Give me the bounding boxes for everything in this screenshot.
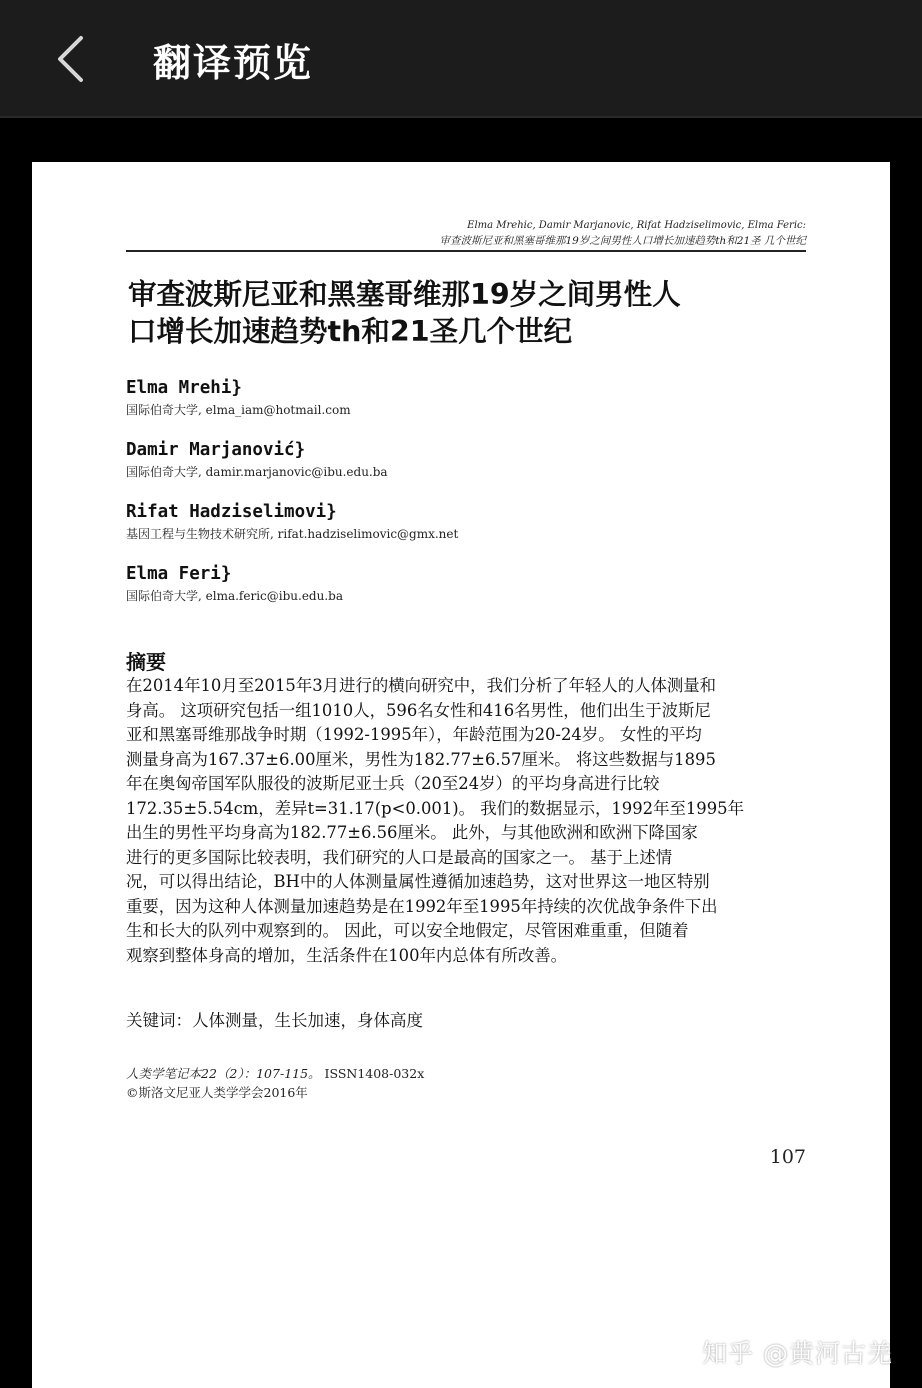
author (126, 376, 806, 420)
abstract-line: 亚和黑塞哥维那战争时期（1992-1995年），年龄范围为20-24岁。 女性的平均 (126, 725, 702, 744)
document-viewer[interactable] (0, 120, 922, 1388)
abstract-line: 出生的男性平均身高为182.77±6.56厘米。 此外，与其他欧洲和欧洲下降国家 (126, 823, 698, 842)
abstract-heading: 摘要 (126, 650, 166, 674)
citation-line (126, 1064, 424, 1083)
header-rule (126, 250, 806, 252)
chevron-left-icon (55, 35, 85, 83)
author-name: Damir Marjanović} (126, 440, 306, 460)
running-head-title: 审查波斯尼亚和黑塞哥维那19岁之间男性人口增长加速趋势th和21圣 几个世纪 (439, 235, 806, 247)
abstract-line: 观察到整体身高的增加，生活条件在100年内总体有所改善。 (126, 945, 568, 965)
author-name: Elma Feri} (126, 564, 232, 584)
abstract-body (126, 674, 811, 968)
paper-title (128, 276, 788, 350)
running-head (439, 220, 806, 248)
translated-page (32, 162, 890, 1388)
watermark: 知乎 @黄河古羌 (702, 1339, 893, 1368)
citation-issn: ISSN1408-032x (320, 1066, 425, 1081)
author-name: Elma Mrehi} (126, 378, 242, 398)
abstract-line: 身高。 这项研究包括一组1010人，596名女性和416名男性，他们出生于波斯尼 (126, 700, 711, 720)
abstract-line: 进行的更多国际比较表明，我们研究的人口是最高的国家之一。 基于上述情 (126, 847, 673, 867)
citation-block (126, 1064, 424, 1102)
page-number: 107 (769, 1146, 806, 1168)
citation-journal: 人类学笔记本22（2）：107-115。 (126, 1066, 321, 1081)
abstract-line: 测量身高为167.37±6.00厘米，男性为182.77±6.57厘米。 将这些数据与1895 (126, 749, 716, 769)
author-affiliation: 国际伯奇大学, elma.feric@ibu.edu.ba (126, 589, 343, 603)
abstract-line: 172.35±5.54cm，差异t=31.17(p<0.001)。 我们的数据显示，1992年至1995年 (126, 798, 744, 818)
paper-title-line: 审查波斯尼亚和黑塞哥维那19岁之间男性人 (128, 278, 681, 311)
keywords: 关键词：人体测量，生长加速，身体高度 (126, 1011, 423, 1030)
page-title: 翻译预览 (153, 41, 314, 85)
author-affiliation: 国际伯奇大学, elma_iam@hotmail.com (126, 403, 351, 417)
running-head-authors: Elma Mrehic, Damir Marjanovic, Rifat Hadziselimovic, Elma Feric: (467, 220, 806, 231)
paper-title-line: 口增长加速趋势th和21圣几个世纪 (128, 315, 573, 348)
back-button[interactable] (40, 28, 100, 90)
top-bar (0, 0, 922, 118)
author (126, 562, 806, 606)
abstract-line: 年在奥匈帝国军队服役的波斯尼亚士兵（20至24岁）的平均身高进行比较 (126, 774, 660, 793)
abstract-line: 重要，因为这种人体测量加速趋势是在1992年至1995年持续的次优战争条件下出 (126, 896, 718, 916)
author (126, 438, 806, 482)
abstract-line: 在2014年10月至2015年3月进行的横向研究中，我们分析了年轻人的人体测量和 (126, 676, 717, 695)
abstract-line: 况，可以得出结论，BH中的人体测量属性遵循加速趋势，这对世界这一地区特别 (126, 872, 710, 891)
author-affiliation: 国际伯奇大学, damir.marjanovic@ibu.edu.ba (126, 465, 388, 479)
author-name: Rifat Hadziselimovi} (126, 502, 337, 522)
author-list (126, 376, 806, 624)
author-affiliation: 基因工程与生物技术研究所, rifat.hadziselimovic@gmx.net (126, 527, 459, 541)
abstract-line: 生和长大的队列中观察到的。 因此，可以安全地假定，尽管困难重重，但随着 (126, 921, 689, 940)
author (126, 500, 806, 544)
copyright: ©斯洛文尼亚人类学学会2016年 (126, 1085, 308, 1100)
